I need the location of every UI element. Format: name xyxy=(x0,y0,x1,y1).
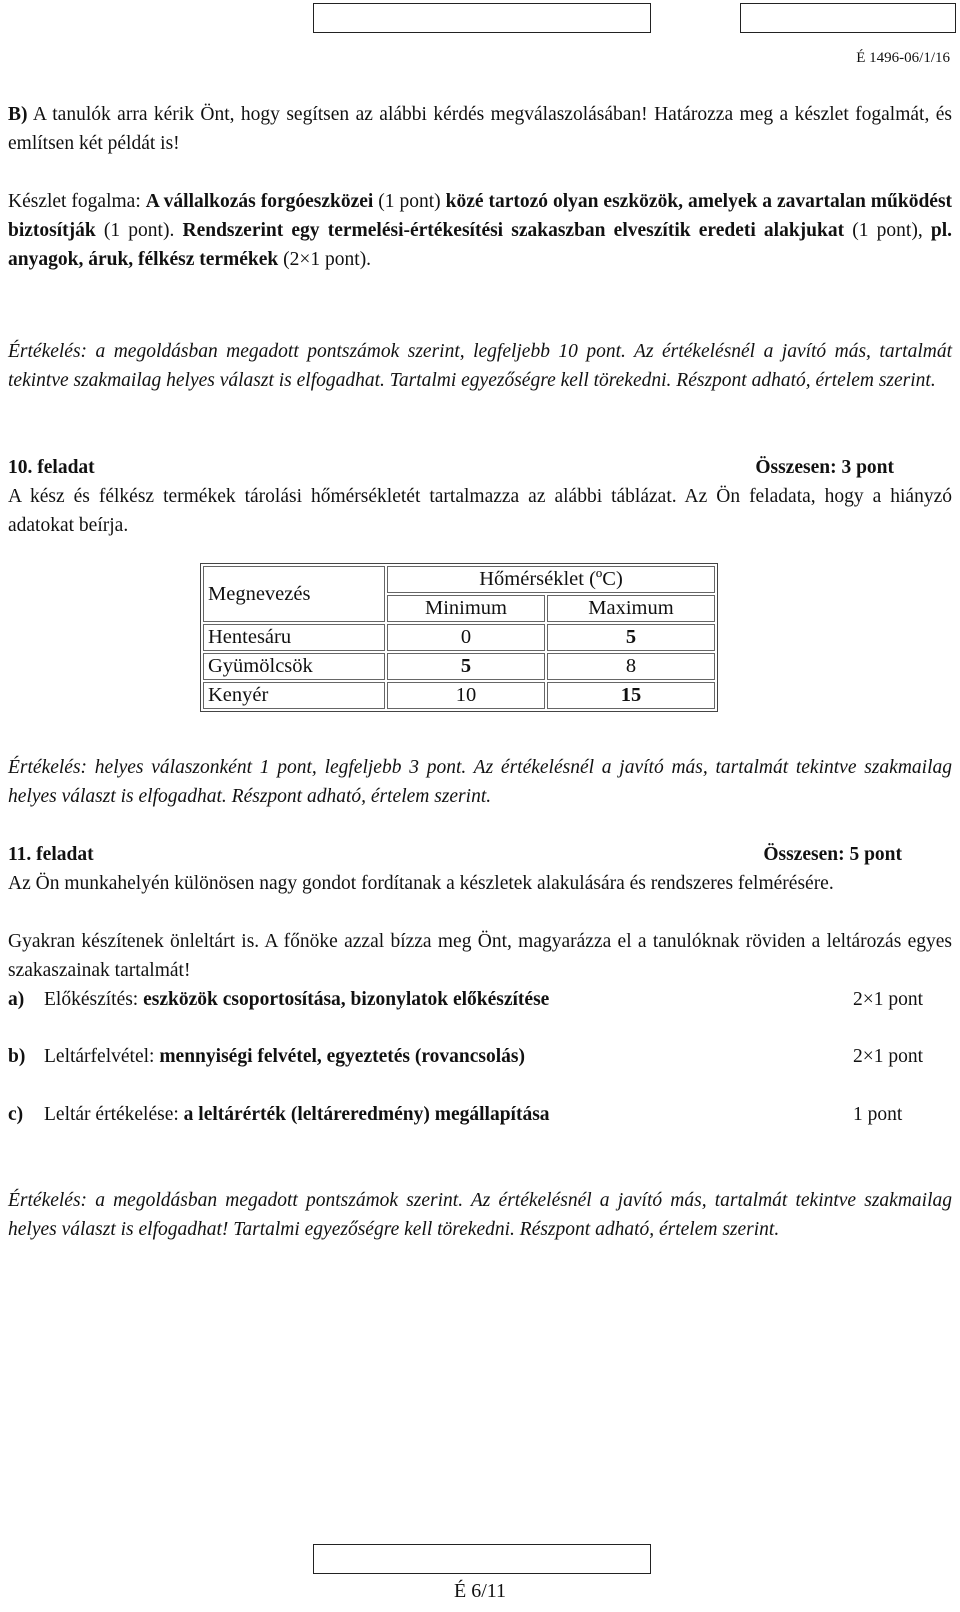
item-text xyxy=(44,1100,550,1129)
task-10-text: A kész és félkész termékek tárolási hőmérsékletét tartalmazza az alábbi táblázat. Az Ön feladata, hogy a hiányzó adatokat beírja. xyxy=(8,486,952,536)
answer-points-2: (1 pont). xyxy=(95,220,183,241)
answer-intro: Készlet fogalma: xyxy=(8,191,146,212)
answer-bold-4: pl. anyagok, áruk, félkész termékek xyxy=(8,220,952,270)
row-max: 15 xyxy=(547,682,715,709)
section-b-question xyxy=(8,100,952,158)
answer-points-4: (2×1 pont). xyxy=(278,249,372,270)
answer-points-1: (1 pont) xyxy=(373,191,446,212)
col-header-max: Maximum xyxy=(547,595,715,622)
task-11-text-2: Gyakran készítenek önleltárt is. A főnöke azzal bízza meg Önt, magyarázza el a tanulóknak röviden a leltározás egyes szakaszainak tartalmát! xyxy=(8,931,952,981)
item-label: a) xyxy=(8,989,25,1010)
row-name: Hentesáru xyxy=(203,624,385,651)
task-11-total: Összesen: 5 pont xyxy=(763,844,902,865)
table-row xyxy=(203,624,715,651)
table-row xyxy=(203,682,715,709)
row-min: 5 xyxy=(387,653,545,680)
row-name: Kenyér xyxy=(203,682,385,709)
item-prefix: Leltár értékelése: xyxy=(44,1104,184,1125)
question-text: A tanulók arra kérik Önt, hogy segítsen az alábbi kérdés megválaszolásában! Határozza meg a készlet fogalmát, és említsen két példát is! xyxy=(8,104,952,154)
item-label: b) xyxy=(8,1046,26,1067)
task-10-total: Összesen: 3 pont xyxy=(755,457,894,478)
answer-bold-2: közé tartozó olyan eszközök, amelyek a zavartalan működést biztosítják xyxy=(8,191,953,241)
section-b-answer xyxy=(8,187,952,274)
table-row xyxy=(203,653,715,680)
item-text xyxy=(44,1042,525,1071)
item-points: 1 pont xyxy=(853,1104,903,1125)
task-10-title: 10. feladat xyxy=(8,457,95,478)
item-answer: eszközök csoportosítása, bizonylatok előkészítése xyxy=(143,989,550,1010)
item-answer: a leltárérték (leltáreredmény) megállapítása xyxy=(183,1104,550,1125)
col-header-temperature: Hőmérséklet (ºC) xyxy=(387,566,715,593)
item-text xyxy=(44,985,549,1014)
task-11-title: 11. feladat xyxy=(8,844,94,865)
row-name: Gyümölcsök xyxy=(203,653,385,680)
task-11-header xyxy=(8,840,952,869)
answer-bold-3: Rendszerint egy termelési-értékesítési szakaszban elveszítik eredeti alakjukat xyxy=(182,220,845,241)
page-number: É 6/11 xyxy=(453,1580,507,1602)
task-10-evaluation: Értékelés: helyes válaszonként 1 pont, legfeljebb 3 pont. Az értékelésnél a javító más, tartalmát tekintve szakmailag helyes választ is elfogadhat. Részpont adható, értelem szerint. xyxy=(8,757,952,807)
task-11-text-1: Az Ön munkahelyén különösen nagy gondot fordítanak a készletek alakulására és rendszeres felmérésére. xyxy=(8,873,834,894)
footer-box xyxy=(313,1544,651,1574)
temperature-table xyxy=(200,563,718,712)
header-box-right xyxy=(740,3,956,33)
item-prefix: Előkészítés: xyxy=(44,989,144,1010)
task-11-evaluation: Értékelés: a megoldásban megadott pontszámok szerint. Az értékelésnél a javító más, tartalmát tekintve szakmailag helyes választ is elfogadhat! Tartalmi egyezőségre kell törekedni. Részpont adható, értelem szerint. xyxy=(8,1190,952,1240)
answer-bold-1: A vállalkozás forgóeszközei xyxy=(145,191,374,212)
col-header-name: Megnevezés xyxy=(203,566,385,622)
row-min: 10 xyxy=(387,682,545,709)
item-answer: mennyiségi felvétel, egyeztetés (rovancsolás) xyxy=(159,1046,526,1067)
task-10-header xyxy=(8,453,952,482)
row-max: 8 xyxy=(547,653,715,680)
header-box-left xyxy=(313,3,651,33)
item-label: c) xyxy=(8,1104,24,1125)
item-points: 2×1 pont xyxy=(853,989,924,1010)
row-max: 5 xyxy=(547,624,715,651)
row-min: 0 xyxy=(387,624,545,651)
item-points: 2×1 pont xyxy=(853,1046,924,1067)
document-code: É 1496-06/1/16 xyxy=(856,50,950,66)
answer-points-3: (1 pont), xyxy=(844,220,931,241)
section-b-evaluation: Értékelés: a megoldásban megadott pontszámok szerint, legfeljebb 10 pont. Az értékelésnél a javító más, tartalmát tekintve szakmailag helyes választ is elfogadhat. Tartalmi egyezőségre kell törekedni. Részpont adható, értelem szerint. xyxy=(8,341,952,391)
col-header-min: Minimum xyxy=(387,595,545,622)
question-label: B) xyxy=(8,104,28,125)
item-prefix: Leltárfelvétel: xyxy=(44,1046,160,1067)
